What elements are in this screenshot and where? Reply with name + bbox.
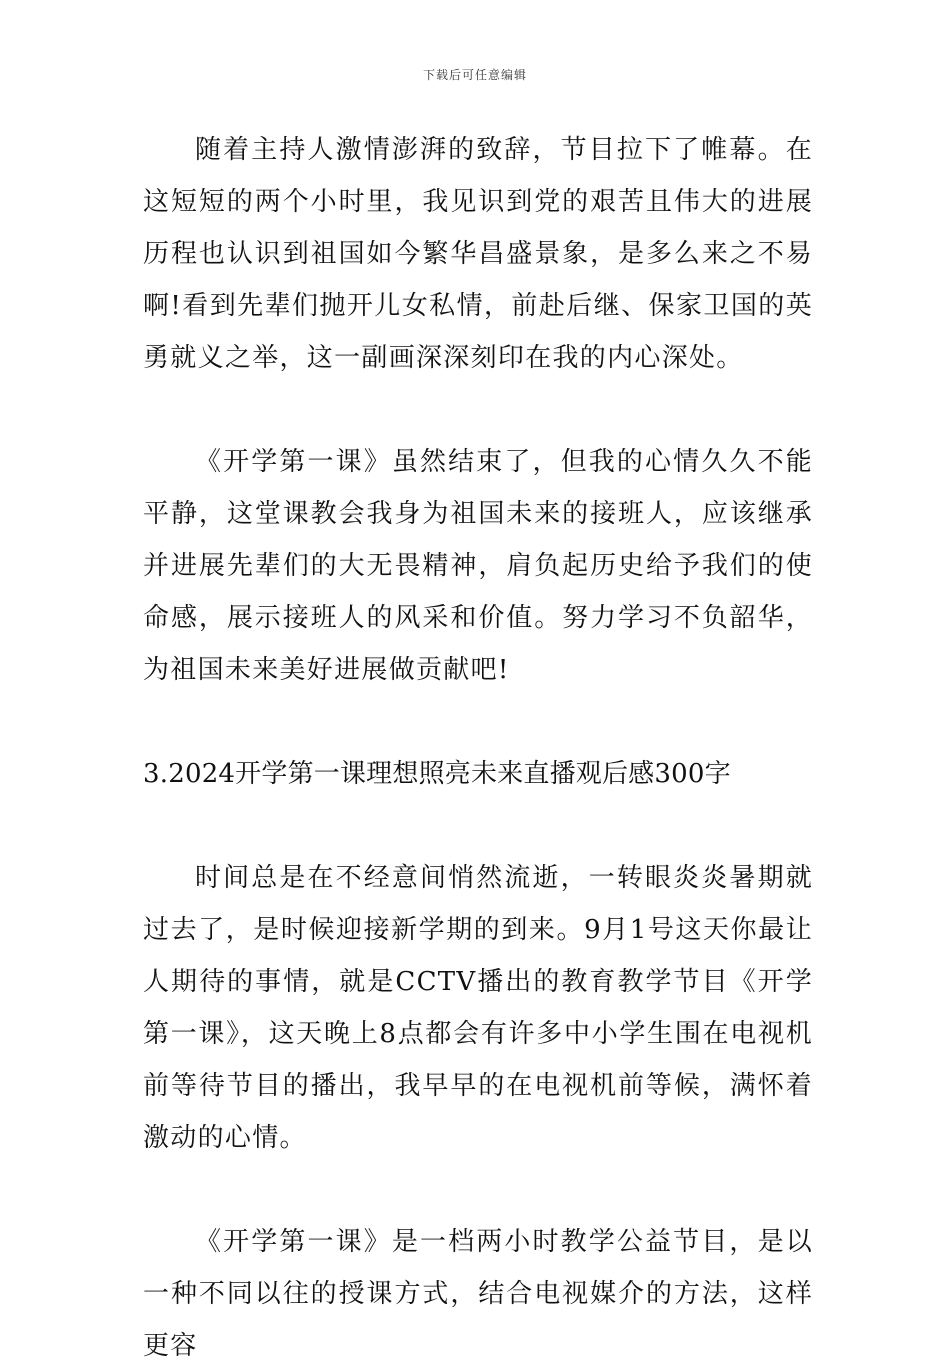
paragraph-1: 随着主持人激情澎湃的致辞，节目拉下了帷幕。在这短短的两个小时里，我见识到党的艰苦且伟大的进展历程也认识到祖国如今繁华昌盛景象，是多么来之不易啊!看到先辈们抛开儿女私情，前赴后继、保家卫国的英勇就义之举，这一副画深深刻印在我的内心深处。 xyxy=(143,135,813,373)
paragraph-2: 《开学第一课》虽然结束了，但我的心情久久不能平静，这堂课教会我身为祖国未来的接班人，应该继承并进展先辈们的大无畏精神，肩负起历史给予我们的使命感，展示接班人的风采和价值。努力学习不负韶华，为祖国未来美好进展做贡献吧! xyxy=(143,447,813,685)
page-header: 下载后可任意编辑 xyxy=(422,68,527,82)
section-paragraph-2: 《开学第一课》是一档两小时教学公益节目，是以一种不同以往的授课方式，结合电视媒介的方法，这样更容 xyxy=(143,1227,813,1361)
document-body xyxy=(143,124,813,1372)
section-paragraph-1: 时间总是在不经意间悄然流逝，一转眼炎炎暑期就过去了，是时候迎接新学期的到来。9月1号这天你最让人期待的事情，就是CCTV播出的教育教学节目《开学第一课》，这天晚上8点都会有许多中小学生围在电视机前等待节目的播出，我早早的在电视机前等候，满怀着激动的心情。 xyxy=(143,863,813,1153)
section-heading: 3.2024开学第一课理想照亮未来直播观后感300字 xyxy=(143,759,731,789)
